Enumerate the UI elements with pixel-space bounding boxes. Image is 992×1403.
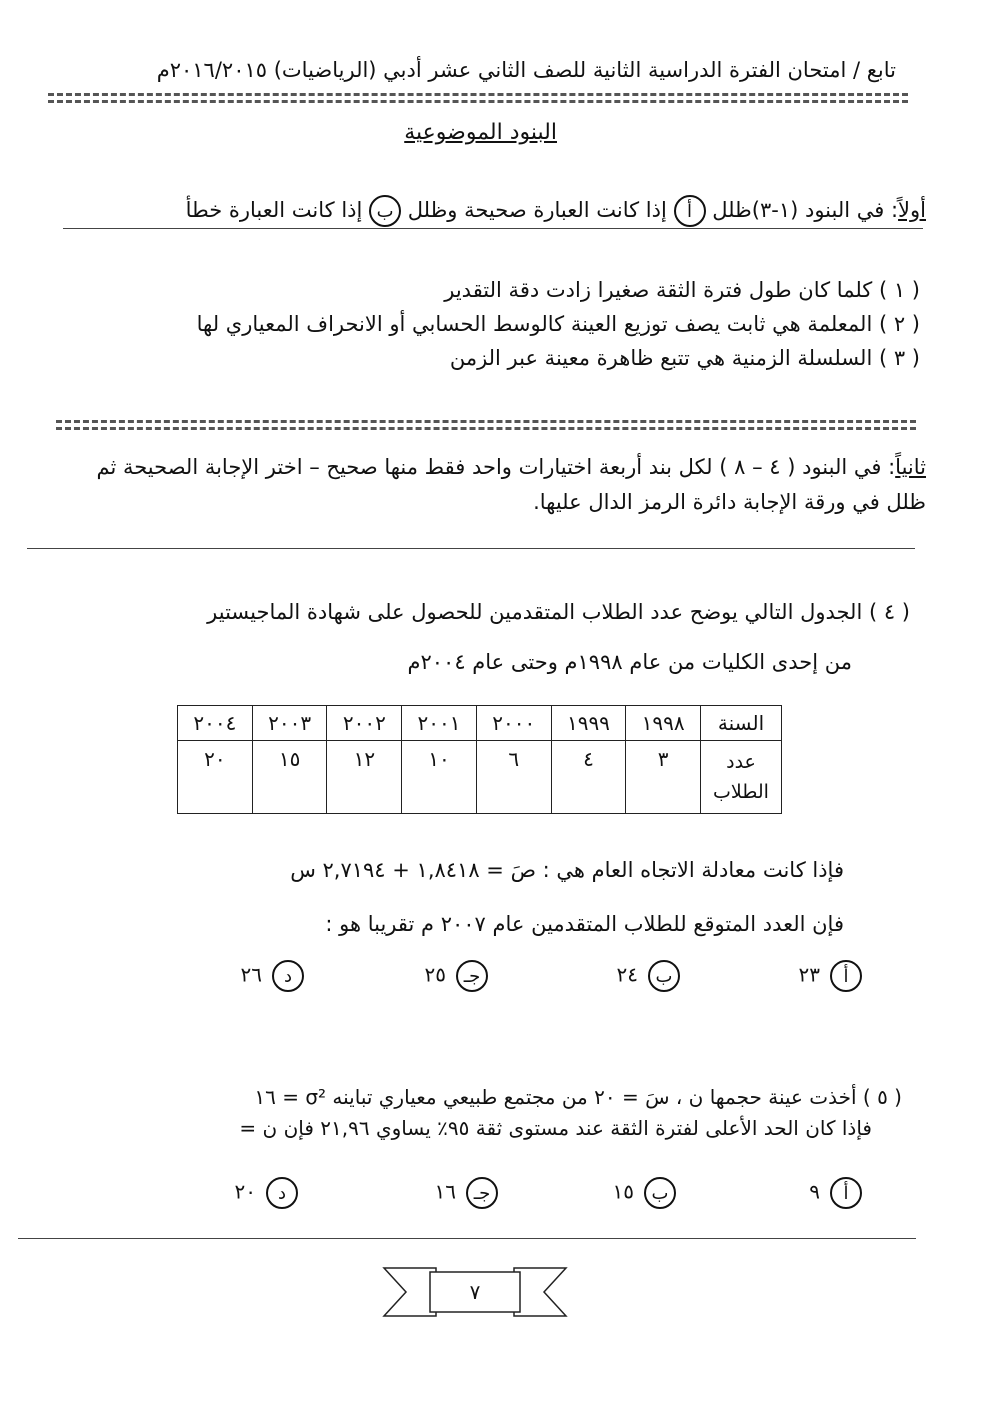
section2-instruction-line2: ظلل في ورقة الإجابة دائرة الرمز الدال عليها.: [533, 490, 926, 514]
q5-text-line1: ( ٥ ) أخذت عينة حجمها ن ، سَ = ٢٠ من مجتمع طبيعي معياري تباينه σ² = ١٦: [254, 1085, 902, 1109]
table-cell: ٤: [551, 741, 626, 814]
trend-equation: فإذا كانت معادلة الاتجاه العام هي : صَ = ١,٨٤١٨ + ٢,٧١٩٤ س: [290, 858, 844, 882]
table-cell: ٢٠: [178, 741, 253, 814]
section1-text-a: : في البنود (١-٣)ظلل: [712, 198, 899, 222]
q5-option-d[interactable]: [235, 1177, 298, 1209]
students-table: [177, 705, 782, 814]
q4-option-a[interactable]: [799, 960, 862, 992]
header-divider: [48, 93, 908, 103]
section1-text-b: إذا كانت العبارة صحيحة وظلل: [407, 198, 667, 222]
q5-option-b[interactable]: [613, 1177, 676, 1209]
option-value: ٩: [809, 1179, 820, 1204]
table-row: [178, 706, 782, 741]
option-letter-circle[interactable]: أ: [830, 960, 862, 992]
option-value: ٢٥: [424, 962, 446, 987]
q5-option-a[interactable]: [809, 1177, 862, 1209]
table-cell: ٢٠٠٤: [178, 706, 253, 741]
q4-option-c[interactable]: [425, 960, 488, 992]
tf-item-3: ( ٣ ) السلسلة الزمنية هي تتبع ظاهرة معينة عبر الزمن: [449, 346, 920, 370]
option-letter-circle[interactable]: جـ: [456, 960, 488, 992]
q4-text-line2: من إحدى الكليات من عام ١٩٩٨م وحتى عام ٢٠٠٤م: [407, 650, 852, 674]
q5-text-line2: فإذا كان الحد الأعلى لفترة الثقة عند مستوى ثقة ٩٥٪ يساوي ٢١,٩٦ فإن ن =: [239, 1116, 872, 1140]
option-letter-circle[interactable]: ب: [648, 960, 680, 992]
option-letter-circle[interactable]: د: [266, 1177, 298, 1209]
section1-text-c: إذا كانت العبارة خطأ: [185, 198, 363, 222]
section1-prefix: أولاً: [898, 198, 926, 222]
table-cell: ١٩٩٩: [551, 706, 626, 741]
section2-text: : في البنود ( ٤ – ٨ ) لكل بند أربعة اختيارات واحد فقط منها صحيح – اختر الإجابة الصحيحة ثم: [96, 455, 896, 479]
option-letter-circle[interactable]: د: [272, 960, 304, 992]
false-choice-circle: ب: [369, 195, 401, 227]
option-value: ١٦: [434, 1179, 456, 1204]
q4-text-line1: ( ٤ ) الجدول التالي يوضح عدد الطلاب المتقدمين للحصول على شهادة الماجيستير: [207, 600, 910, 624]
section-subtitle: البنود الموضوعية: [404, 120, 557, 145]
option-letter-circle[interactable]: أ: [830, 1177, 862, 1209]
exam-title: تابع / امتحان الفترة الدراسية الثانية للصف الثاني عشر أدبي (الرياضيات) ٢٠١٦/٢٠١٥م: [156, 58, 896, 82]
q5-option-c[interactable]: [435, 1177, 498, 1209]
section1-instruction: [186, 195, 926, 227]
section-divider: [56, 420, 916, 430]
option-letter-circle[interactable]: جـ: [466, 1177, 498, 1209]
q4-option-d[interactable]: [241, 960, 304, 992]
table-cell: ٢٠٠٠: [476, 706, 551, 741]
page-number: ٧: [469, 1280, 481, 1304]
section2-prefix: ثانياً: [895, 455, 926, 479]
table-cell: ٦: [476, 741, 551, 814]
table-cell: ١٢: [327, 741, 402, 814]
table-row: [178, 741, 782, 814]
table-cell: ٢٠٠٣: [252, 706, 327, 741]
table-cell: ١٥: [252, 741, 327, 814]
tf-item-2: ( ٢ ) المعلمة هي ثابت يصف توزيع العينة كالوسط الحسابي أو الانحراف المعياري لها: [196, 312, 920, 336]
tf-item-1: ( ١ ) كلما كان طول فترة الثقة صغيرا زادت دقة التقدير: [444, 278, 920, 302]
footer-rule: [18, 1238, 916, 1239]
table-cell: ١٩٩٨: [626, 706, 701, 741]
table-header-label: السنة: [701, 706, 782, 741]
table-row-label: عدد الطلاب: [701, 741, 782, 814]
option-letter-circle[interactable]: ب: [644, 1177, 676, 1209]
section2-rule: [27, 548, 915, 549]
section2-instruction-line1: [97, 455, 927, 479]
section1-rule: [63, 228, 923, 229]
table-cell: ٣: [626, 741, 701, 814]
option-value: ٢٦: [240, 962, 262, 987]
option-value: ٢٠: [234, 1179, 256, 1204]
table-cell: ٢٠٠٢: [327, 706, 402, 741]
table-cell: ١٠: [402, 741, 477, 814]
q4-question: فإن العدد المتوقع للطلاب المتقدمين عام ٢٠٠٧ م تقريبا هو :: [325, 912, 844, 936]
option-value: ٢٤: [616, 962, 638, 987]
option-value: ٢٣: [798, 962, 820, 987]
table-cell: ٢٠٠١: [402, 706, 477, 741]
option-value: ١٥: [612, 1179, 634, 1204]
true-choice-circle: أ: [674, 195, 706, 227]
q4-option-b[interactable]: [617, 960, 680, 992]
